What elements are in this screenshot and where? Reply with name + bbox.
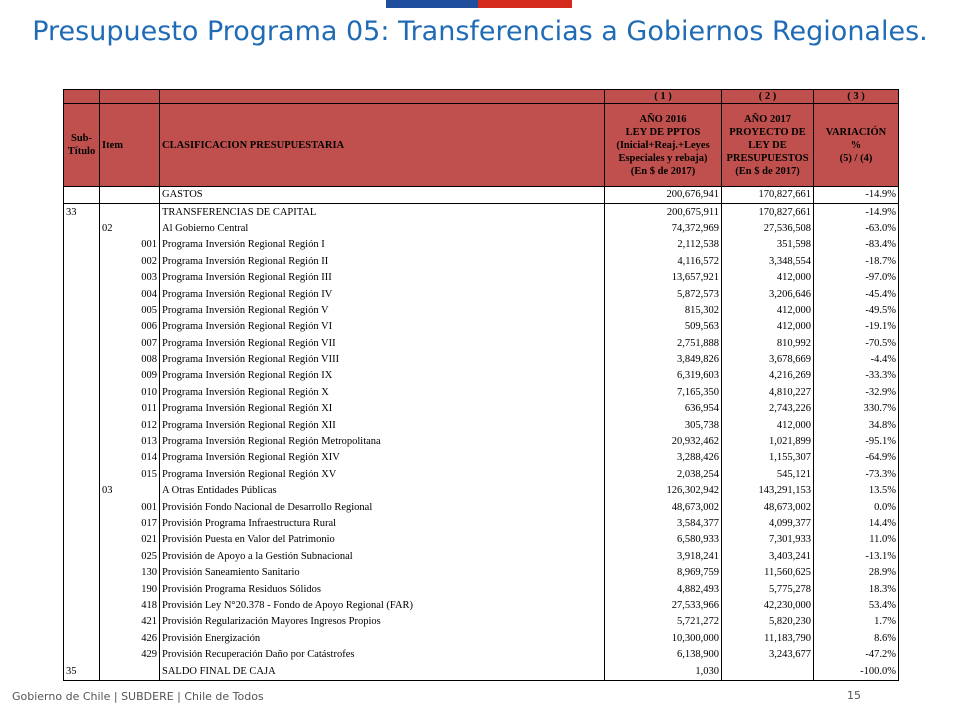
asignacion-code: 013 xyxy=(141,436,157,448)
cell-amount-2016: 6,319,603 xyxy=(605,368,722,384)
cell-clasificacion: Programa Inversión Regional Región IX xyxy=(160,368,605,384)
flag-red-stripe xyxy=(478,0,572,8)
cell-variation: 13.5% xyxy=(814,483,899,499)
cell-subtitulo xyxy=(64,434,100,450)
cell-amount-2017: 412,000 xyxy=(722,303,814,319)
cell-variation: 53.4% xyxy=(814,598,899,614)
asignacion-code: 130 xyxy=(141,567,157,579)
header-col1-number: ( 1 ) xyxy=(605,90,722,104)
asignacion-code: 005 xyxy=(141,304,157,316)
table-row xyxy=(64,483,899,499)
cell-item xyxy=(100,221,160,237)
cell-clasificacion: Programa Inversión Regional Región XI xyxy=(160,401,605,417)
budget-table-header xyxy=(64,90,899,187)
cell-subtitulo xyxy=(64,336,100,352)
cell-subtitulo xyxy=(64,516,100,532)
cell-variation: 330.7% xyxy=(814,401,899,417)
cell-amount-2017: 11,183,790 xyxy=(722,631,814,647)
asignacion-code: 004 xyxy=(141,288,157,300)
cell-amount-2017: 545,121 xyxy=(722,467,814,483)
page-number: 15 xyxy=(847,689,861,702)
cell-clasificacion: Provisión de Apoyo a la Gestión Subnacional xyxy=(160,549,605,565)
cell-variation: -70.5% xyxy=(814,336,899,352)
cell-amount-2016: 200,675,911 xyxy=(605,204,722,221)
cell-variation: -33.3% xyxy=(814,368,899,384)
cell-item xyxy=(100,499,160,515)
cell-item xyxy=(100,237,160,253)
cell-amount-2017: 170,827,661 xyxy=(722,204,814,221)
cell-item xyxy=(100,352,160,368)
cell-amount-2017: 7,301,933 xyxy=(722,532,814,548)
asignacion-code: 007 xyxy=(141,337,157,349)
asignacion-code: 190 xyxy=(141,583,157,595)
cell-item xyxy=(100,417,160,433)
cell-subtitulo xyxy=(64,565,100,581)
cell-amount-2016: 6,580,933 xyxy=(605,532,722,548)
cell-clasificacion: Provisión Energización xyxy=(160,631,605,647)
asignacion-code: 418 xyxy=(141,599,157,611)
cell-variation: 28.9% xyxy=(814,565,899,581)
cell-item xyxy=(100,450,160,466)
cell-item xyxy=(100,614,160,630)
cell-subtitulo xyxy=(64,237,100,253)
table-row xyxy=(64,385,899,401)
header-item: Item xyxy=(100,104,160,187)
budget-table-body xyxy=(64,187,899,681)
cell-amount-2016: 5,872,573 xyxy=(605,286,722,302)
header-col2-line: LEY DE xyxy=(748,139,787,151)
cell-subtitulo xyxy=(64,483,100,499)
cell-item xyxy=(100,254,160,270)
cell-amount-2016: 4,116,572 xyxy=(605,254,722,270)
table-row xyxy=(64,450,899,466)
cell-amount-2017 xyxy=(722,663,814,680)
cell-amount-2016: 2,112,538 xyxy=(605,237,722,253)
cell-item xyxy=(100,467,160,483)
header-main-row xyxy=(64,104,899,187)
cell-amount-2017: 42,230,000 xyxy=(722,598,814,614)
table-row xyxy=(64,221,899,237)
header-col2-line: AÑO 2017 xyxy=(744,113,791,125)
header-col3-line: (5) / (4) xyxy=(839,152,873,164)
cell-variation: -63.0% xyxy=(814,221,899,237)
header-subtitulo xyxy=(64,104,100,187)
cell-amount-2017: 810,992 xyxy=(722,336,814,352)
header-blank-sub xyxy=(64,90,100,104)
cell-amount-2016: 13,657,921 xyxy=(605,270,722,286)
cell-variation: -13.1% xyxy=(814,549,899,565)
cell-amount-2016: 20,932,462 xyxy=(605,434,722,450)
cell-variation: -83.4% xyxy=(814,237,899,253)
cell-subtitulo xyxy=(64,187,100,204)
cell-item xyxy=(100,286,160,302)
table-row xyxy=(64,368,899,384)
cell-amount-2017: 3,403,241 xyxy=(722,549,814,565)
cell-item xyxy=(100,483,160,499)
asignacion-code: 015 xyxy=(141,468,157,480)
cell-amount-2016: 3,288,426 xyxy=(605,450,722,466)
cell-item xyxy=(100,516,160,532)
header-clasificacion: CLASIFICACION PRESUPUESTARIA xyxy=(160,104,605,187)
cell-item xyxy=(100,631,160,647)
cell-clasificacion: Programa Inversión Regional Región III xyxy=(160,270,605,286)
cell-amount-2016: 48,673,002 xyxy=(605,499,722,515)
asignacion-code: 006 xyxy=(141,321,157,333)
cell-amount-2016: 5,721,272 xyxy=(605,614,722,630)
cell-amount-2017: 3,678,669 xyxy=(722,352,814,368)
cell-item xyxy=(100,187,160,204)
cell-amount-2017: 3,243,677 xyxy=(722,647,814,663)
cell-variation: 34.8% xyxy=(814,417,899,433)
table-row xyxy=(64,303,899,319)
cell-variation: -14.9% xyxy=(814,204,899,221)
cell-item xyxy=(100,663,160,680)
cell-subtitulo xyxy=(64,581,100,597)
cell-amount-2016: 636,954 xyxy=(605,401,722,417)
cell-clasificacion: Provisión Programa Infraestructura Rural xyxy=(160,516,605,532)
cell-item xyxy=(100,598,160,614)
cell-item xyxy=(100,319,160,335)
cell-subtitulo xyxy=(64,303,100,319)
table-row xyxy=(64,434,899,450)
header-col1-line: (En $ de 2017) xyxy=(630,165,696,177)
table-row xyxy=(64,598,899,614)
header-col1-line: LEY DE PPTOS xyxy=(625,126,701,138)
cell-item xyxy=(100,368,160,384)
cell-item xyxy=(100,204,160,221)
flag-blue-stripe xyxy=(386,0,478,8)
table-row xyxy=(64,565,899,581)
cell-amount-2016: 7,165,350 xyxy=(605,385,722,401)
cell-amount-2017: 412,000 xyxy=(722,319,814,335)
cell-amount-2016: 3,849,826 xyxy=(605,352,722,368)
cell-amount-2016: 3,918,241 xyxy=(605,549,722,565)
cell-amount-2017: 27,536,508 xyxy=(722,221,814,237)
cell-amount-2017: 4,099,377 xyxy=(722,516,814,532)
asignacion-code: 025 xyxy=(141,550,157,562)
cell-clasificacion: SALDO FINAL DE CAJA xyxy=(160,663,605,680)
cell-amount-2017: 2,743,226 xyxy=(722,401,814,417)
table-row xyxy=(64,319,899,335)
cell-amount-2017: 4,216,269 xyxy=(722,368,814,384)
cell-amount-2016: 126,302,942 xyxy=(605,483,722,499)
cell-variation: -73.3% xyxy=(814,467,899,483)
cell-amount-2016: 74,372,969 xyxy=(605,221,722,237)
cell-clasificacion: Provisión Programa Residuos Sólidos xyxy=(160,581,605,597)
header-col3-line: % xyxy=(850,139,862,151)
header-col2-line: PRESUPUESTOS xyxy=(726,152,809,164)
header-col1 xyxy=(605,104,722,187)
cell-subtitulo xyxy=(64,401,100,417)
cell-amount-2017: 143,291,153 xyxy=(722,483,814,499)
cell-subtitulo xyxy=(64,532,100,548)
cell-variation: 11.0% xyxy=(814,532,899,548)
cell-item xyxy=(100,303,160,319)
cell-variation: -4.4% xyxy=(814,352,899,368)
cell-variation: 8.6% xyxy=(814,631,899,647)
table-row xyxy=(64,516,899,532)
cell-item xyxy=(100,532,160,548)
cell-clasificacion: GASTOS xyxy=(160,187,605,204)
table-row xyxy=(64,614,899,630)
cell-subtitulo xyxy=(64,647,100,663)
cell-amount-2016: 6,138,900 xyxy=(605,647,722,663)
cell-variation: 18.3% xyxy=(814,581,899,597)
cell-amount-2017: 48,673,002 xyxy=(722,499,814,515)
cell-item xyxy=(100,647,160,663)
cell-variation: 1.7% xyxy=(814,614,899,630)
cell-subtitulo xyxy=(64,385,100,401)
header-col1-line: Especiales y rebaja) xyxy=(618,152,708,164)
table-row xyxy=(64,499,899,515)
cell-subtitulo xyxy=(64,614,100,630)
header-column-numbers-row xyxy=(64,90,899,104)
cell-amount-2016: 4,882,493 xyxy=(605,581,722,597)
table-row xyxy=(64,549,899,565)
cell-amount-2017: 11,560,625 xyxy=(722,565,814,581)
asignacion-code: 012 xyxy=(141,419,157,431)
cell-amount-2016: 2,751,888 xyxy=(605,336,722,352)
cell-item xyxy=(100,401,160,417)
cell-clasificacion: Provisión Recuperación Daño por Catástrofes xyxy=(160,647,605,663)
cell-amount-2016: 509,563 xyxy=(605,319,722,335)
cell-clasificacion: Programa Inversión Regional Región V xyxy=(160,303,605,319)
cell-clasificacion: Programa Inversión Regional Región Metropolitana xyxy=(160,434,605,450)
cell-subtitulo xyxy=(64,352,100,368)
cell-clasificacion: Programa Inversión Regional Región II xyxy=(160,254,605,270)
header-blank-item xyxy=(100,90,160,104)
cell-variation: -14.9% xyxy=(814,187,899,204)
cell-subtitulo xyxy=(64,499,100,515)
cell-variation: -19.1% xyxy=(814,319,899,335)
cell-subtitulo xyxy=(64,417,100,433)
cell-variation: -47.2% xyxy=(814,647,899,663)
asignacion-code: 010 xyxy=(141,386,157,398)
cell-clasificacion: Programa Inversión Regional Región I xyxy=(160,237,605,253)
cell-item xyxy=(100,549,160,565)
asignacion-code: 002 xyxy=(141,255,157,267)
table-row xyxy=(64,352,899,368)
cell-item xyxy=(100,434,160,450)
cell-subtitulo: 33 xyxy=(64,204,100,221)
asignacion-code: 421 xyxy=(141,616,157,628)
table-row xyxy=(64,631,899,647)
cell-subtitulo xyxy=(64,598,100,614)
header-col2-line: PROYECTO DE xyxy=(729,126,806,138)
cell-clasificacion: Provisión Regularización Mayores Ingresos Propios xyxy=(160,614,605,630)
cell-subtitulo: 35 xyxy=(64,663,100,680)
cell-variation: -45.4% xyxy=(814,286,899,302)
cell-amount-2017: 4,810,227 xyxy=(722,385,814,401)
slide-title: Presupuesto Programa 05: Transferencias a Gobiernos Regionales. xyxy=(32,16,928,47)
table-row xyxy=(64,663,899,680)
cell-amount-2017: 351,598 xyxy=(722,237,814,253)
cell-clasificacion: Programa Inversión Regional Región IV xyxy=(160,286,605,302)
header-col1-line: AÑO 2016 xyxy=(639,113,687,125)
cell-clasificacion: Provisión Puesta en Valor del Patrimonio xyxy=(160,532,605,548)
table-row xyxy=(64,647,899,663)
cell-amount-2016: 27,533,966 xyxy=(605,598,722,614)
cell-subtitulo xyxy=(64,221,100,237)
cell-clasificacion: Programa Inversión Regional Región X xyxy=(160,385,605,401)
header-col3-number: ( 3 ) xyxy=(814,90,899,104)
item-code: 03 xyxy=(102,485,113,497)
cell-amount-2016: 200,676,941 xyxy=(605,187,722,204)
header-col2 xyxy=(722,104,814,187)
cell-item xyxy=(100,581,160,597)
cell-clasificacion: Provisión Saneamiento Sanitario xyxy=(160,565,605,581)
cell-amount-2017: 3,206,646 xyxy=(722,286,814,302)
cell-amount-2017: 5,775,278 xyxy=(722,581,814,597)
table-row xyxy=(64,286,899,302)
cell-variation: -32.9% xyxy=(814,385,899,401)
cell-amount-2016: 2,038,254 xyxy=(605,467,722,483)
cell-subtitulo xyxy=(64,319,100,335)
header-col2-line: (En $ de 2017) xyxy=(735,165,800,177)
cell-variation: -49.5% xyxy=(814,303,899,319)
cell-variation: -18.7% xyxy=(814,254,899,270)
cell-amount-2017: 1,155,307 xyxy=(722,450,814,466)
cell-subtitulo xyxy=(64,286,100,302)
table-row xyxy=(64,336,899,352)
asignacion-code: 429 xyxy=(141,649,157,661)
cell-clasificacion: Provisión Fondo Nacional de Desarrollo Regional xyxy=(160,499,605,515)
table-row xyxy=(64,467,899,483)
asignacion-code: 008 xyxy=(141,354,157,366)
cell-item xyxy=(100,336,160,352)
table-row xyxy=(64,581,899,597)
table-row xyxy=(64,254,899,270)
cell-subtitulo xyxy=(64,631,100,647)
asignacion-code: 017 xyxy=(141,518,157,529)
cell-clasificacion: Programa Inversión Regional Región VIII xyxy=(160,352,605,368)
table-row xyxy=(64,417,899,433)
cell-amount-2016: 10,300,000 xyxy=(605,631,722,647)
header-blank-desc xyxy=(160,90,605,104)
cell-clasificacion: Provisión Ley N°20.378 - Fondo de Apoyo Regional (FAR) xyxy=(160,598,605,614)
header-col3-line: VARIACIÓN xyxy=(825,126,887,138)
item-code: 02 xyxy=(102,222,113,234)
cell-subtitulo xyxy=(64,368,100,384)
cell-amount-2016: 1,030 xyxy=(605,663,722,680)
cell-variation: 14.4% xyxy=(814,516,899,532)
cell-amount-2017: 412,000 xyxy=(722,417,814,433)
asignacion-code: 001 xyxy=(141,239,157,251)
table-row xyxy=(64,532,899,548)
cell-clasificacion: A Otras Entidades Públicas xyxy=(160,483,605,499)
header-col1-line: (Inicial+Reaj.+Leyes xyxy=(616,139,710,151)
asignacion-code: 009 xyxy=(141,370,157,382)
table-row xyxy=(64,237,899,253)
asignacion-code: 003 xyxy=(141,272,157,284)
cell-clasificacion: Al Gobierno Central xyxy=(160,221,605,237)
cell-subtitulo xyxy=(64,270,100,286)
cell-variation: -97.0% xyxy=(814,270,899,286)
cell-amount-2016: 305,738 xyxy=(605,417,722,433)
cell-clasificacion: Programa Inversión Regional Región VII xyxy=(160,336,605,352)
table-row xyxy=(64,270,899,286)
cell-clasificacion: Programa Inversión Regional Región XV xyxy=(160,467,605,483)
cell-subtitulo xyxy=(64,549,100,565)
cell-amount-2017: 1,021,899 xyxy=(722,434,814,450)
cell-amount-2017: 412,000 xyxy=(722,270,814,286)
cell-clasificacion: TRANSFERENCIAS DE CAPITAL xyxy=(160,204,605,221)
budget-table xyxy=(63,89,899,681)
table-row xyxy=(64,401,899,417)
cell-clasificacion: Programa Inversión Regional Región XII xyxy=(160,417,605,433)
cell-amount-2016: 815,302 xyxy=(605,303,722,319)
cell-item xyxy=(100,565,160,581)
cell-clasificacion: Programa Inversión Regional Región XIV xyxy=(160,450,605,466)
table-row xyxy=(64,187,899,204)
cell-amount-2017: 170,827,661 xyxy=(722,187,814,204)
footer-text: Gobierno de Chile | SUBDERE | Chile de Todos xyxy=(12,690,264,703)
header-subtitulo-line: Título xyxy=(67,146,96,157)
cell-variation: -100.0% xyxy=(814,663,899,680)
cell-clasificacion: Programa Inversión Regional Región VI xyxy=(160,319,605,335)
cell-subtitulo xyxy=(64,450,100,466)
asignacion-code: 426 xyxy=(141,632,157,644)
cell-amount-2017: 3,348,554 xyxy=(722,254,814,270)
asignacion-code: 014 xyxy=(141,452,157,464)
header-col2-number: ( 2 ) xyxy=(722,90,814,104)
table-row xyxy=(64,204,899,221)
cell-amount-2016: 8,969,759 xyxy=(605,565,722,581)
asignacion-code: 011 xyxy=(141,403,157,415)
header-subtitulo-line: Sub- xyxy=(70,133,92,144)
cell-amount-2017: 5,820,230 xyxy=(722,614,814,630)
cell-item xyxy=(100,385,160,401)
cell-subtitulo xyxy=(64,467,100,483)
cell-variation: -95.1% xyxy=(814,434,899,450)
asignacion-code: 001 xyxy=(141,501,157,513)
cell-item xyxy=(100,270,160,286)
cell-subtitulo xyxy=(64,254,100,270)
cell-variation: -64.9% xyxy=(814,450,899,466)
asignacion-code: 021 xyxy=(141,534,157,546)
header-col3 xyxy=(814,104,899,187)
cell-amount-2016: 3,584,377 xyxy=(605,516,722,532)
cell-variation: 0.0% xyxy=(814,499,899,515)
